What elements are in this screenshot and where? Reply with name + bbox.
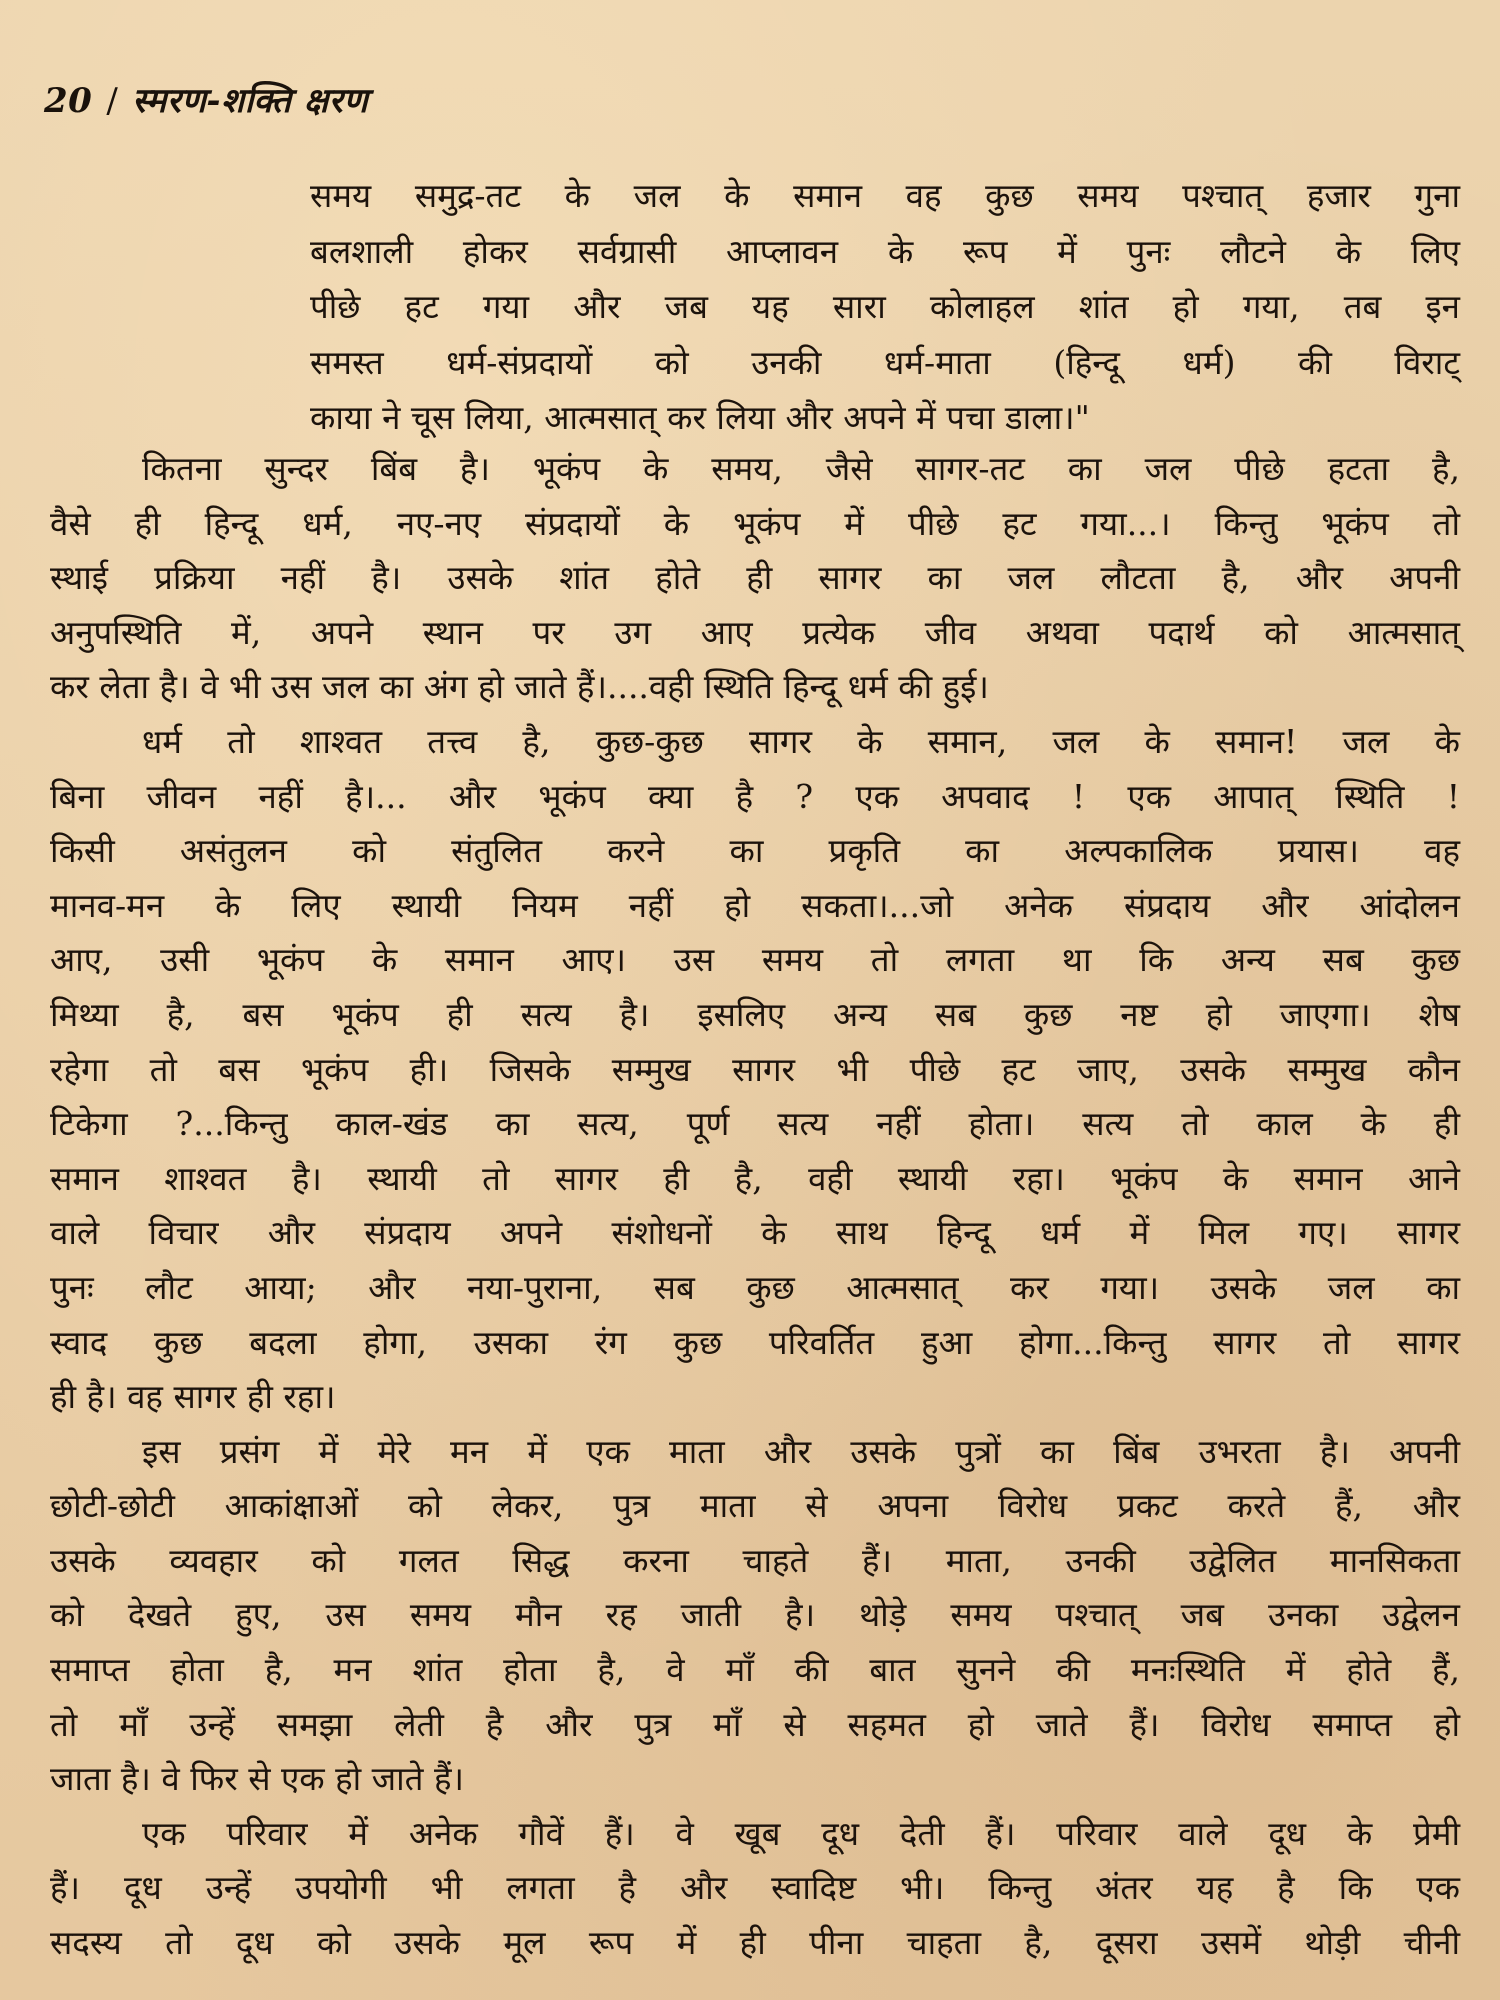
text-line: छोटी-छोटी आकांक्षाओं को लेकर, पुत्र माता से अपना विरोध प्रकट करते हैं, और (50, 1486, 1460, 1526)
text-line: मिथ्या है, बस भूकंप ही सत्य है। इसलिए अन्य सब कुछ नष्ट हो जाएगा। शेष (50, 994, 1460, 1034)
block-quote (310, 168, 1460, 446)
text-line: जाता है। वे फिर से एक हो जाते हैं। (50, 1759, 465, 1799)
text-line: इस प्रसंग में मेरे मन में एक माता और उसके पुत्रों का बिंब उभरता है। अपनी (142, 1431, 1460, 1471)
text-line: किसी असंतुलन को संतुलित करने का प्रकृति का अल्पकालिक प्रयास। वह (50, 831, 1460, 871)
text-line: रहेगा तो बस भूकंप ही। जिसके सम्मुख सागर भी पीछे हट जाए, उसके सम्मुख कौन (50, 1049, 1460, 1089)
book-title: स्मरण-शक्ति क्षरण (132, 81, 369, 121)
page-number: 20 (44, 81, 93, 121)
body-text (50, 442, 1460, 1971)
text-line: ही है। वह सागर ही रहा। (50, 1377, 336, 1417)
quote-line: काया ने चूस लिया, आत्मसात् कर लिया और अपने में पचा डाला।" (310, 398, 1090, 437)
quote-line: बलशाली होकर सर्वग्रासी आप्लावन के रूप में पुनः लौटने के लिए (310, 231, 1460, 271)
text-line: कितना सुन्दर बिंब है। भूकंप के समय, जैसे सागर-तट का जल पीछे हटता है, (142, 449, 1460, 488)
text-line: सदस्य तो दूध को उसके मूल रूप में ही पीना चाहता है, दूसरा उसमें थोड़ी चीनी (50, 1923, 1460, 1963)
paragraph (50, 1425, 1460, 1807)
text-line: एक परिवार में अनेक गौवें हैं। वे खूब दूध देती हैं। परिवार वाले दूध के प्रेमी (142, 1813, 1460, 1853)
text-line: धर्म तो शाश्वत तत्त्व है, कुछ-कुछ सागर के समान, जल के समान! जल के (142, 721, 1460, 761)
text-line: को देखते हुए, उस समय मौन रह जाती है। थोड़े समय पश्चात् जब उनका उद्वेलन (50, 1595, 1460, 1635)
running-head-separator: / (106, 81, 119, 121)
running-head (44, 76, 368, 122)
text-line: टिकेगा ?...किन्तु काल-खंड का सत्य, पूर्ण सत्य नहीं होता। सत्य तो काल के ही (50, 1104, 1460, 1144)
quote-line: पीछे हट गया और जब यह सारा कोलाहल शांत हो गया, तब इन (310, 287, 1460, 326)
text-line: तो माँ उन्हें समझा लेती है और पुत्र माँ से सहमत हो जाते हैं। विरोध समाप्त हो (50, 1704, 1460, 1744)
text-line: समाप्त होता है, मन शांत होता है, वे माँ की बात सुनने की मनःस्थिति में होते हैं, (50, 1650, 1460, 1690)
text-line: स्थाई प्रक्रिया नहीं है। उसके शांत होते ही सागर का जल लौटता है, और अपनी (50, 558, 1460, 598)
text-line: पुनः लौट आया; और नया-पुराना, सब कुछ आत्मसात् कर गया। उसके जल का (50, 1267, 1460, 1307)
text-line: बिना जीवन नहीं है।... और भूकंप क्या है ? एक अपवाद ! एक आपात् स्थिति ! (50, 776, 1460, 816)
paragraph (50, 1807, 1460, 1971)
text-line: मानव-मन के लिए स्थायी नियम नहीं हो सकता।...जो अनेक संप्रदाय और आंदोलन (50, 885, 1460, 925)
quote-line: समस्त धर्म-संप्रदायों को उनकी धर्म-माता (हिन्दू धर्म) की विराट् (310, 342, 1460, 382)
text-line: आए, उसी भूकंप के समान आए। उस समय तो लगता था कि अन्य सब कुछ (50, 940, 1460, 980)
paragraph (50, 442, 1460, 715)
text-line: वाले विचार और संप्रदाय अपने संशोधनों के साथ हिन्दू धर्म में मिल गए। सागर (50, 1213, 1460, 1253)
text-line: कर लेता है। वे भी उस जल का अंग हो जाते हैं।....वही स्थिति हिन्दू धर्म की हुई। (50, 667, 989, 707)
text-line: उसके व्यवहार को गलत सिद्ध करना चाहते हैं। माता, उनकी उद्वेलित मानसिकता (50, 1540, 1460, 1580)
paragraph (50, 715, 1460, 1425)
text-line: अनुपस्थिति में, अपने स्थान पर उग आए प्रत्येक जीव अथवा पदार्थ को आत्मसात् (50, 612, 1460, 652)
text-line: वैसे ही हिन्दू धर्म, नए-नए संप्रदायों के भूकंप में पीछे हट गया...। किन्तु भूकंप तो (50, 503, 1460, 543)
text-line: हैं। दूध उन्हें उपयोगी भी लगता है और स्वादिष्ट भी। किन्तु अंतर यह है कि एक (50, 1868, 1460, 1908)
text-line: समान शाश्वत है। स्थायी तो सागर ही है, वही स्थायी रहा। भूकंप के समान आने (50, 1158, 1460, 1198)
text-line: स्वाद कुछ बदला होगा, उसका रंग कुछ परिवर्तित हुआ होगा...किन्तु सागर तो सागर (50, 1322, 1461, 1362)
quote-line: समय समुद्र-तट के जल के समान वह कुछ समय पश्चात् हजार गुना (310, 176, 1460, 215)
